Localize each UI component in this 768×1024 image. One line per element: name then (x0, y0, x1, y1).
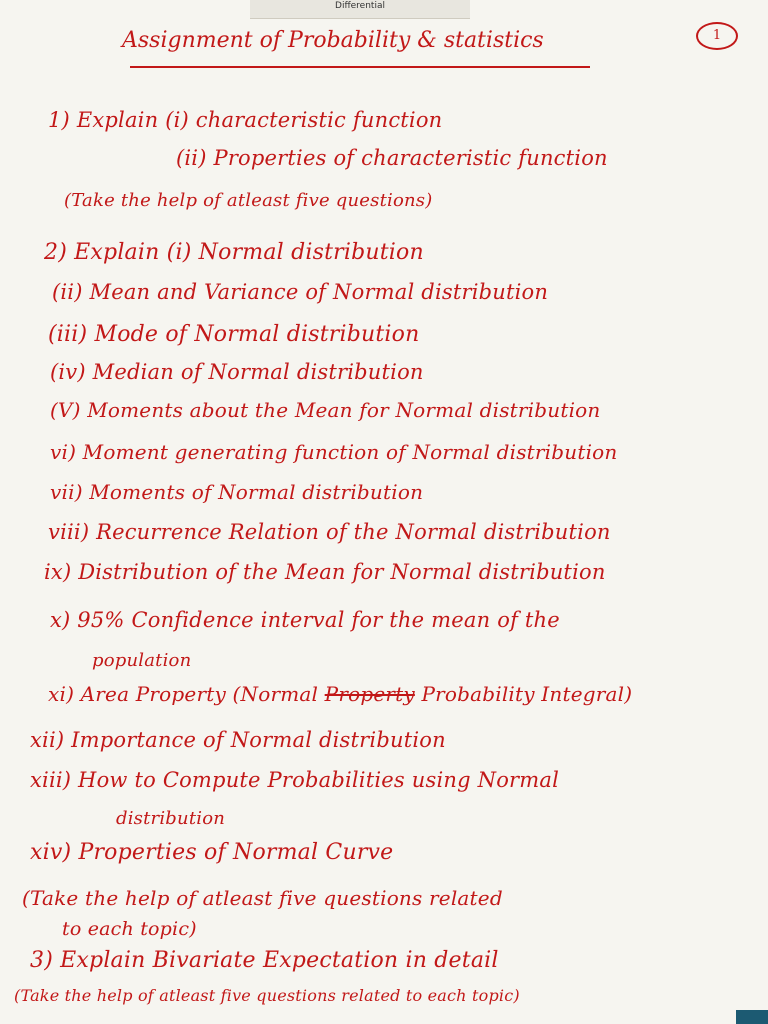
q3-note: (Take the help of atleast five questions related to each topic) (14, 986, 520, 1005)
q2-line-7: vii) Moments of Normal distribution (50, 480, 424, 504)
q2-line-6: vi) Moment generating function of Normal distribution (50, 440, 618, 464)
q2-line-10b: population (92, 650, 192, 671)
q2-line-11b: Probability Integral) (421, 682, 633, 706)
corner-mark (736, 1010, 768, 1024)
q1-line-1: 1) Explain (i) characteristic function (48, 108, 443, 132)
q2-line-8: viii) Recurrence Relation of the Normal distribution (48, 520, 611, 544)
q2-line-3: (iii) Mode of Normal distribution (48, 322, 420, 347)
q2-line-9: ix) Distribution of the Mean for Normal distribution (44, 560, 606, 584)
q2-line-14: xiv) Properties of Normal Curve (30, 840, 394, 865)
q2-line-13b: distribution (116, 808, 226, 829)
q2-line-12: xii) Importance of Normal distribution (30, 728, 446, 752)
q1-line-2: (ii) Properties of characteristic function (176, 146, 608, 170)
q2-note-b: to each topic) (62, 918, 197, 940)
q3-line-1: 3) Explain Bivariate Expectation in detail (30, 948, 499, 973)
q2-line-2: (ii) Mean and Variance of Normal distribution (52, 280, 549, 304)
q2-line-1: 2) Explain (i) Normal distribution (44, 240, 424, 265)
q2-note-a: (Take the help of atleast five questions related (22, 886, 503, 910)
q2-line-5: (V) Moments about the Mean for Normal distribution (50, 398, 601, 422)
title-underline (130, 66, 590, 68)
page-number: 1 (696, 22, 738, 50)
q2-line-11a: xi) Area Property (Normal (48, 682, 319, 706)
q2-line-10a: x) 95% Confidence interval for the mean of the (50, 608, 560, 632)
header-strip: Differential (250, 0, 470, 19)
q2-line-4: (iv) Median of Normal distribution (50, 360, 424, 384)
q1-note: (Take the help of atleast five questions) (64, 190, 433, 211)
q2-line-11 (48, 682, 632, 706)
assignment-title: Assignment of Probability & statistics (122, 28, 544, 53)
q2-line-13a: xiii) How to Compute Probabilities using Normal (30, 768, 560, 792)
q2-line-11-struck: Property (324, 682, 415, 706)
